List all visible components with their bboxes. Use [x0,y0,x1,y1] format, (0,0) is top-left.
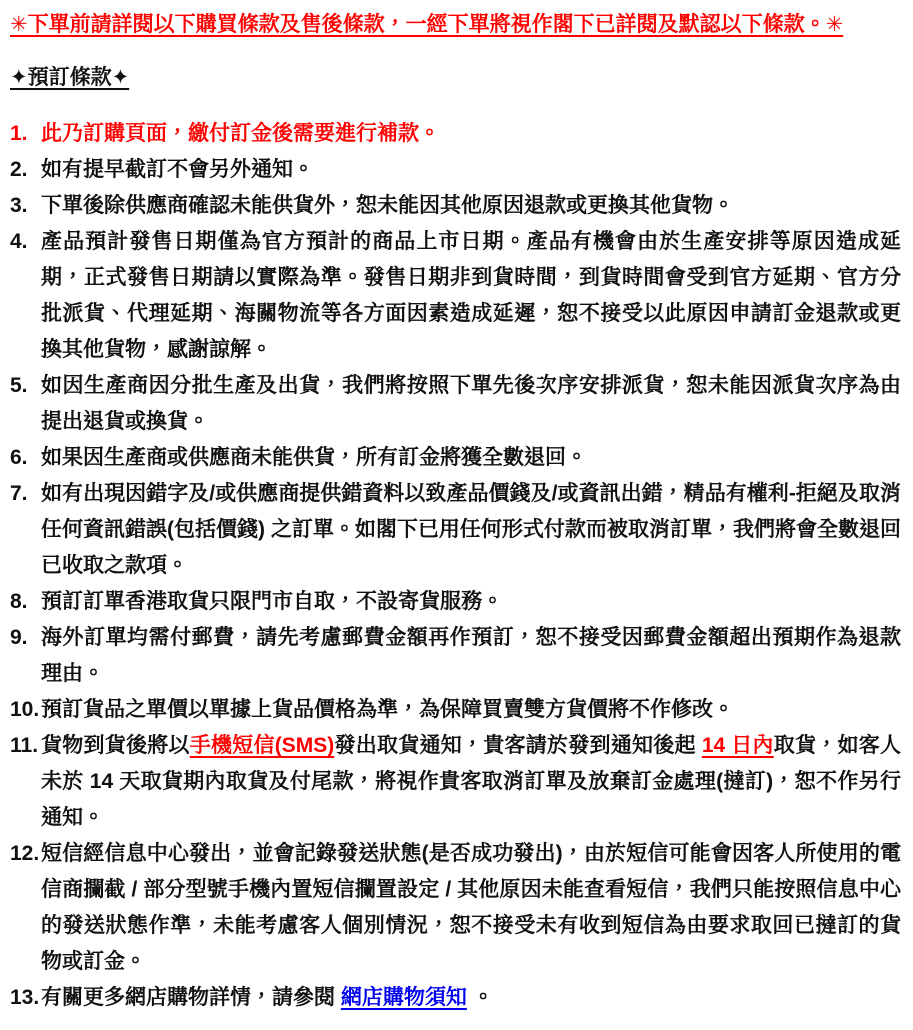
pickup-deadline-highlight: 14 日內 [701,734,774,757]
term-item-3 [10,188,901,224]
term-number: 1. [10,122,28,145]
term-text [41,626,901,685]
term-segment: 有關更多網店購物詳情，請參閱 [41,986,341,1009]
term-item-10 [10,692,901,728]
term-text [41,698,734,721]
sms-notice-highlight: 手機短信(SMS) [189,734,335,757]
term-item-5 [10,368,901,440]
term-segment: 預訂貨品之單價以單據上貨品價格為準，為保障買賣雙方貨價將不作修改。 [41,698,734,721]
shop-notice-link[interactable]: 網店購物須知 [340,986,467,1009]
term-item-11 [10,728,901,836]
term-segment: 如有出現因錯字及/或供應商提供錯資料以致產品價錢及/或資訊出錯，精品有權利-拒絕及取消任何資訊錯誤(包括價錢) 之訂單。如閣下已用任何形式付款而被取消訂單，我們將會全數退回已收取之款項。 [41,482,901,577]
term-text [41,230,901,361]
term-item-7 [10,476,901,584]
term-segment: 短信經信息中心發出，並會記錄發送狀態(是否成功發出)，由於短信可能會因客人所使用的電信商攔截 / 部分型號手機內置短信攔置設定 / 其他原因未能查看短信，我們只能按照信息中心的發送狀態作準，未能考慮客人個別情況，恕不接受未有收到短信為由要求取回已撻訂的貨物或訂金。 [41,842,901,973]
term-text [41,374,901,433]
term-text [41,986,494,1009]
term-segment: 此乃訂購頁面，繳付訂金後需要進行補款。 [41,122,440,145]
term-item-9 [10,620,901,692]
term-segment: 發出取貨通知，貴客請於發到通知後起 [334,734,702,757]
term-number: 4. [10,230,28,253]
terms-list [10,116,901,1016]
term-number: 2. [10,158,28,181]
term-item-13 [10,980,901,1016]
term-segment: 如有提早截訂不會另外通知。 [41,158,314,181]
term-number: 12. [10,842,40,865]
term-text [41,446,587,469]
term-text [41,482,901,577]
term-number: 13. [10,986,40,1009]
term-number: 3. [10,194,28,217]
term-item-8 [10,584,901,620]
notice-banner: ✳下單前請詳閱以下購買條款及售後條款，一經下單將視作閣下已詳閱及默認以下條款。✳ [10,13,844,36]
term-segment: 。 [466,986,494,1009]
term-number: 6. [10,446,28,469]
term-segment: 產品預計發售日期僅為官方預計的商品上市日期。產品有機會由於生產安排等原因造成延期，正式發售日期請以實際為準。發售日期非到貨時間，到貨時間會受到官方延期、官方分批派貨、代理延期、海關物流等各方面因素造成延遲，恕不接受以此原因申請訂金退款或更換其他貨物，感謝諒解。 [41,230,901,361]
term-number: 7. [10,482,28,505]
term-segment: 如因生產商因分批生產及出貨，我們將按照下單先後次序安排派貨，恕未能因派貨次序為由提出退貨或換貨。 [41,374,901,433]
term-text [41,590,503,613]
term-segment: 預訂訂單香港取貨只限門市自取，不設寄貨服務。 [41,590,503,613]
term-text [41,122,440,145]
term-number: 5. [10,374,28,397]
term-number: 11. [10,734,39,757]
term-item-1 [10,116,901,152]
term-number: 9. [10,626,28,649]
term-segment: 下單後除供應商確認未能供貨外，恕未能因其他原因退款或更換其他貨物。 [41,194,734,217]
term-text [41,194,734,217]
term-item-4 [10,224,901,368]
term-segment: 海外訂單均需付郵費，請先考慮郵費金額再作預訂，恕不接受因郵費金額超出預期作為退款理由。 [41,626,901,685]
term-number: 8. [10,590,28,613]
term-item-12 [10,836,901,980]
term-segment: 如果因生產商或供應商未能供貨，所有訂金將獲全數退回。 [41,446,587,469]
term-number: 10. [10,698,40,721]
term-item-6 [10,440,901,476]
term-text [41,842,901,973]
term-item-2 [10,152,901,188]
term-segment: 取貨，如客人未於 14 天取貨期內取貨及付尾款，將視作貴客取消訂單及放棄訂金處理(撻訂)，恕不作另行通知。 [41,734,902,829]
term-segment: 貨物到貨後將以 [41,734,190,757]
term-text [41,734,901,829]
section-title: ✦預訂條款✦ [10,66,130,89]
term-text [41,158,314,181]
